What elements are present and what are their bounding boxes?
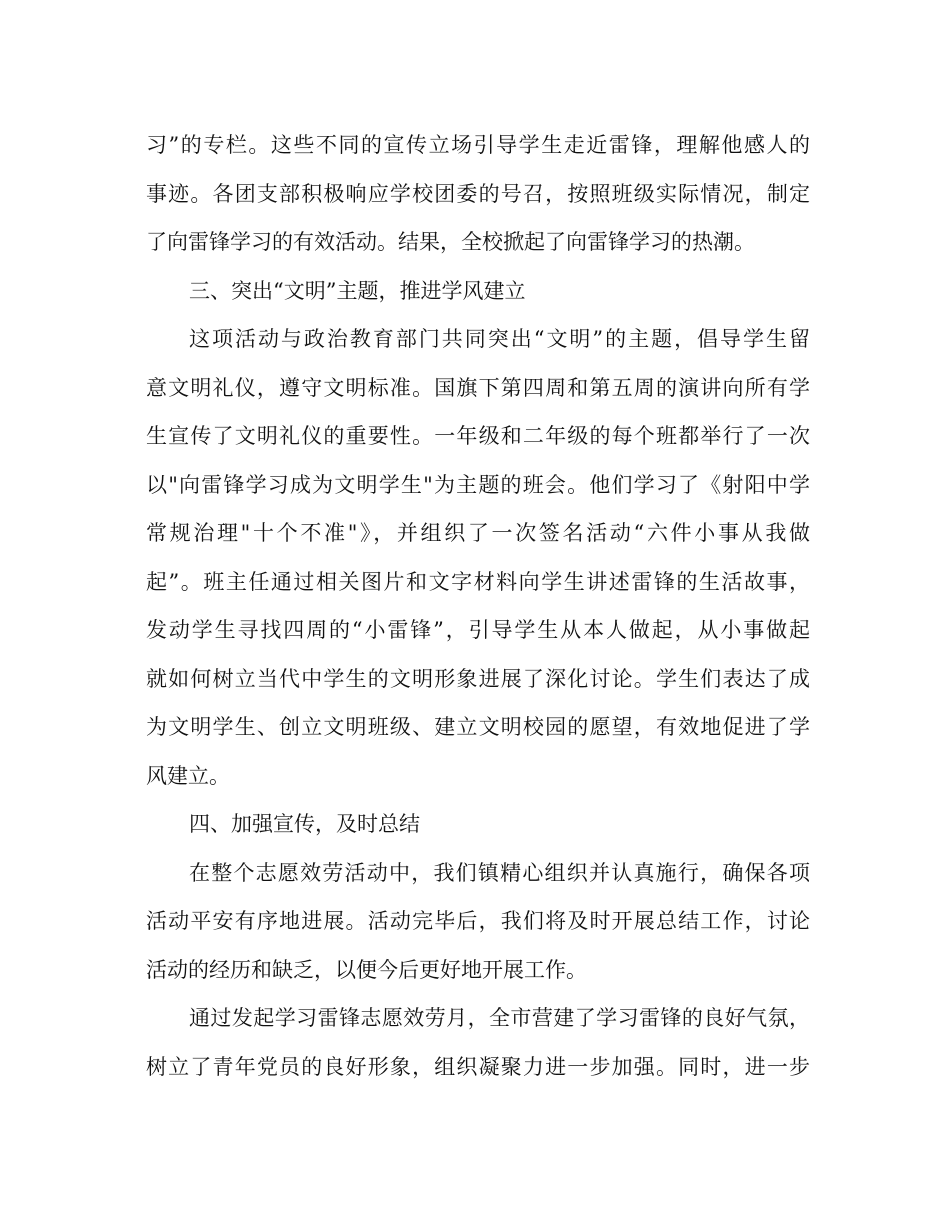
text-line: 为文明学生、创立文明班级、建立文明校园的愿望，有效地促进了学 xyxy=(146,715,810,739)
text-line: 起”。班主任通过相关图片和文字材料向学生讲述雷锋的生活故事， xyxy=(146,569,810,594)
text-line: 活动的经历和缺乏，以便今后更好地开展工作。 xyxy=(146,957,587,982)
text-line: 了向雷锋学习的有效活动。结果，全校掀起了向雷锋学习的热潮。 xyxy=(146,230,755,254)
text-line: 生宣传了文明礼仪的重要性。一年级和二年级的每个班都举行了一次 xyxy=(146,424,810,448)
text-line: 常规治理"十个不准"》，并组织了一次签名活动“六件小事从我做 xyxy=(146,521,810,545)
text-line: 通过发起学习雷锋志愿效劳月，全市营建了学习雷锋的良好气氛， xyxy=(189,1006,810,1030)
text-line: 风建立。 xyxy=(146,763,230,788)
body-text xyxy=(146,121,810,1091)
text-line: 就如何树立当代中学生的文明形象进展了深化讨论。学生们表达了成 xyxy=(146,666,810,691)
text-line: 三、突出“文明”主题，推进学风建立 xyxy=(189,278,526,303)
text-line: 树立了青年党员的良好形象，组织凝聚力进一步加强。同时，进一步 xyxy=(146,1054,810,1079)
text-line: 意文明礼仪，遵守文明标准。国旗下第四周和第五周的演讲向所有学 xyxy=(146,375,810,400)
text-line: 在整个志愿效劳活动中，我们镇精心组织并认真施行，确保各项 xyxy=(189,860,810,885)
text-line: 习”的专栏。这些不同的宣传立场引导学生走近雷锋，理解他感人的 xyxy=(146,133,810,157)
text-line: 活动平安有序地进展。活动完毕后，我们将及时开展总结工作，讨论 xyxy=(146,909,810,933)
text-line: 事迹。各团支部积极响应学校团委的号召，按照班级实际情况，制定 xyxy=(146,181,810,206)
text-line: 这项活动与政治教育部门共同突出“文明”的主题，倡导学生留 xyxy=(189,327,810,351)
text-line: 以"向雷锋学习成为文明学生"为主题的班会。他们学习了《射阳中学 xyxy=(146,472,810,497)
text-line: 四、加强宣传，及时总结 xyxy=(189,812,420,836)
text-line: 发动学生寻找四周的“小雷锋”，引导学生从本人做起，从小事做起 xyxy=(146,618,810,642)
